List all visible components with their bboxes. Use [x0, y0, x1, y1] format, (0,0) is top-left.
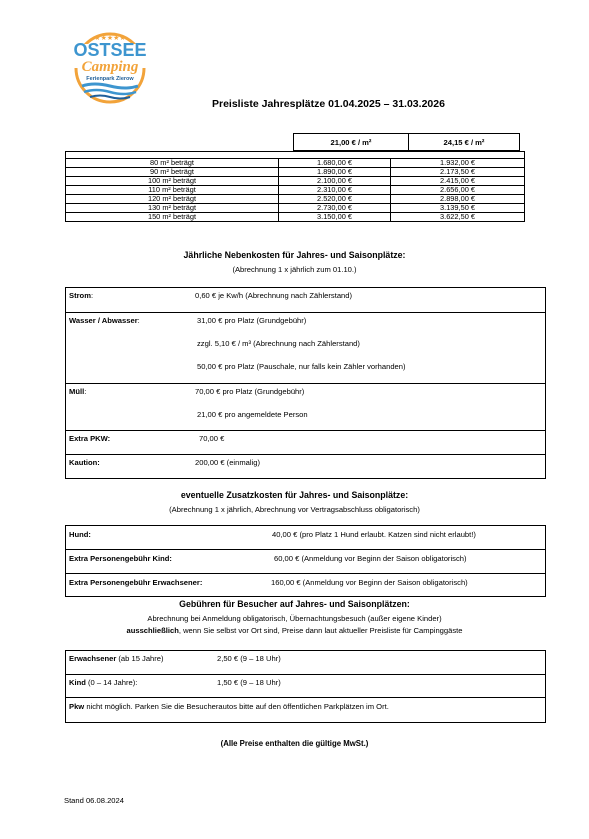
besucher-pkw-row	[66, 697, 545, 722]
wasser-row: Wasser / Abwasser: 31,00 € pro Platz (Grundgebühr) zzgl. 5,10 € / m³ (Abrechnung nach Zählerstand) 50,00 € pro Platz (Pauschale, nur falls kein Zähler vorhanden)	[66, 312, 545, 383]
wasser-value-2: zzgl. 5,10 € / m³ (Abrechnung nach Zählerstand)	[197, 339, 360, 348]
erwachsener-value: 160,00 € (Anmeldung vor Beginn der Saison obligatorisch)	[271, 578, 468, 587]
logo-stars: ★★★★★	[94, 34, 126, 42]
besucher-erwachsener-label: Erwachsener	[69, 654, 117, 663]
page-title: Preisliste Jahresplätze 01.04.2025 – 31.03.2026	[212, 98, 445, 110]
besucher-pkw-text: nicht möglich. Parken Sie die Besucherautos bitte auf den öffentlichen Parkplätzen im Ort.	[84, 702, 389, 711]
zusatz-heading: eventuelle Zusatzkosten für Jahres- und Saisonplätze:	[180, 490, 409, 500]
besucher-box	[65, 650, 546, 723]
strom-label: Strom	[69, 291, 91, 300]
table-row: 150 m² beträgt 3.150,00 € 3.622,50 €	[66, 213, 525, 222]
mwst-note: (Alle Preise enthalten die gültige MwSt.)	[220, 739, 369, 748]
besucher-erwachsener-row: Erwachsener (ab 15 Jahre) 2,50 € (9 – 18 Uhr)	[69, 654, 281, 663]
besucher-sub2: ausschließlich, wenn Sie selbst vor Ort sind, Preise dann laut aktueller Preisliste für Campinggäste	[126, 626, 463, 635]
besucher-kind-label: Kind	[69, 678, 86, 687]
table-row: 100 m² beträgt 2.100,00 € 2.415,00 €	[66, 177, 525, 186]
muell-value-2: 21,00 € pro angemeldete Person	[197, 410, 308, 419]
nebenkosten-sub: (Abrechnung 1 x jährlich zum 01.10.)	[232, 265, 357, 274]
wasser-value-1: 31,00 € pro Platz (Grundgebühr)	[197, 316, 307, 325]
logo-camping: Camping	[81, 59, 139, 75]
muell-label: Müll	[69, 387, 85, 396]
strom-value: 0,60 € je Kw/h (Abrechnung nach Zählerstand)	[195, 291, 353, 300]
stand-date: Stand 06.08.2024	[64, 796, 124, 805]
kaution-row	[66, 454, 545, 478]
besucher-erwachsener-value: 2,50 € (9 – 18 Uhr)	[217, 654, 281, 663]
table-row: 130 m² beträgt 2.730,00 € 3.139,50 €	[66, 204, 525, 213]
logo-ostsee: OSTSEE	[73, 40, 147, 60]
zusatz-box	[65, 525, 546, 597]
muell-value-1: 70,00 € pro Platz (Grundgebühr)	[195, 387, 305, 396]
hund-row	[66, 526, 545, 549]
price-table	[65, 151, 525, 222]
besucher-kind-row: Kind (0 – 14 Jahre): 1,50 € (9 – 18 Uhr)	[66, 674, 545, 697]
nebenkosten-heading: Jährliche Nebenkosten für Jahres- und Saisonplätze:	[183, 250, 406, 260]
logo-ferienpark: Ferienpark Zierow	[86, 76, 134, 82]
extra-pkw-label: Extra PKW:	[69, 434, 111, 443]
hund-label: Hund:	[69, 530, 91, 539]
muell-row: Müll: 70,00 € pro Platz (Grundgebühr) 21,00 € pro angemeldete Person	[66, 383, 545, 430]
besucher-heading: Gebühren für Besucher auf Jahres- und Saisonplätzen:	[179, 599, 410, 609]
table-row: 120 m² beträgt 2.520,00 € 2.898,00 €	[66, 195, 525, 204]
price-header-2: 24,15 € / m²	[409, 134, 520, 151]
ostsee-camping-logo	[64, 30, 156, 104]
hund-value: 40,00 € (pro Platz 1 Hund erlaubt. Katzen sind nicht erlaubt!)	[272, 530, 476, 539]
besucher-sub1: Abrechnung bei Anmeldung obligatorisch, Übernachtungsbesuch (außer eigene Kinder)	[147, 614, 442, 623]
kaution-label: Kaution:	[69, 458, 100, 467]
wasser-value-3: 50,00 € pro Platz (Pauschale, nur falls kein Zähler vorhanden)	[197, 362, 406, 371]
erwachsener-row	[66, 573, 545, 596]
price-header-1: 21,00 € / m²	[294, 134, 409, 151]
extra-pkw-row	[66, 430, 545, 454]
kaution-value: 200,00 € (einmalig)	[195, 458, 261, 467]
zusatz-sub: (Abrechnung 1 x jährlich, Abrechnung vor Vertragsabschluss obligatorisch)	[169, 505, 420, 514]
besucher-kind-value: 1,50 € (9 – 18 Uhr)	[217, 678, 281, 687]
strom-row: Strom: 0,60 € je Kw/h (Abrechnung nach Zählerstand)	[69, 291, 353, 300]
extra-pkw-value: 70,00 €	[199, 434, 225, 443]
kind-label: Extra Personengebühr Kind:	[69, 554, 172, 563]
kind-row	[66, 549, 545, 573]
price-header-table	[293, 133, 520, 151]
erwachsener-label: Extra Personengebühr Erwachsener:	[69, 578, 203, 587]
table-row: 110 m² beträgt 2.310,00 € 2.656,00 €	[66, 186, 525, 195]
table-row: 90 m² beträgt 1.890,00 € 2.173,50 €	[66, 168, 525, 177]
wasser-label: Wasser / Abwasser	[69, 316, 138, 325]
kind-value: 60,00 € (Anmeldung vor Beginn der Saison obligatorisch)	[274, 554, 467, 563]
besucher-pkw-label: Pkw	[69, 702, 85, 711]
table-row: 80 m² beträgt 1.680,00 € 1.932,00 €	[66, 159, 525, 168]
nebenkosten-box	[65, 287, 546, 479]
